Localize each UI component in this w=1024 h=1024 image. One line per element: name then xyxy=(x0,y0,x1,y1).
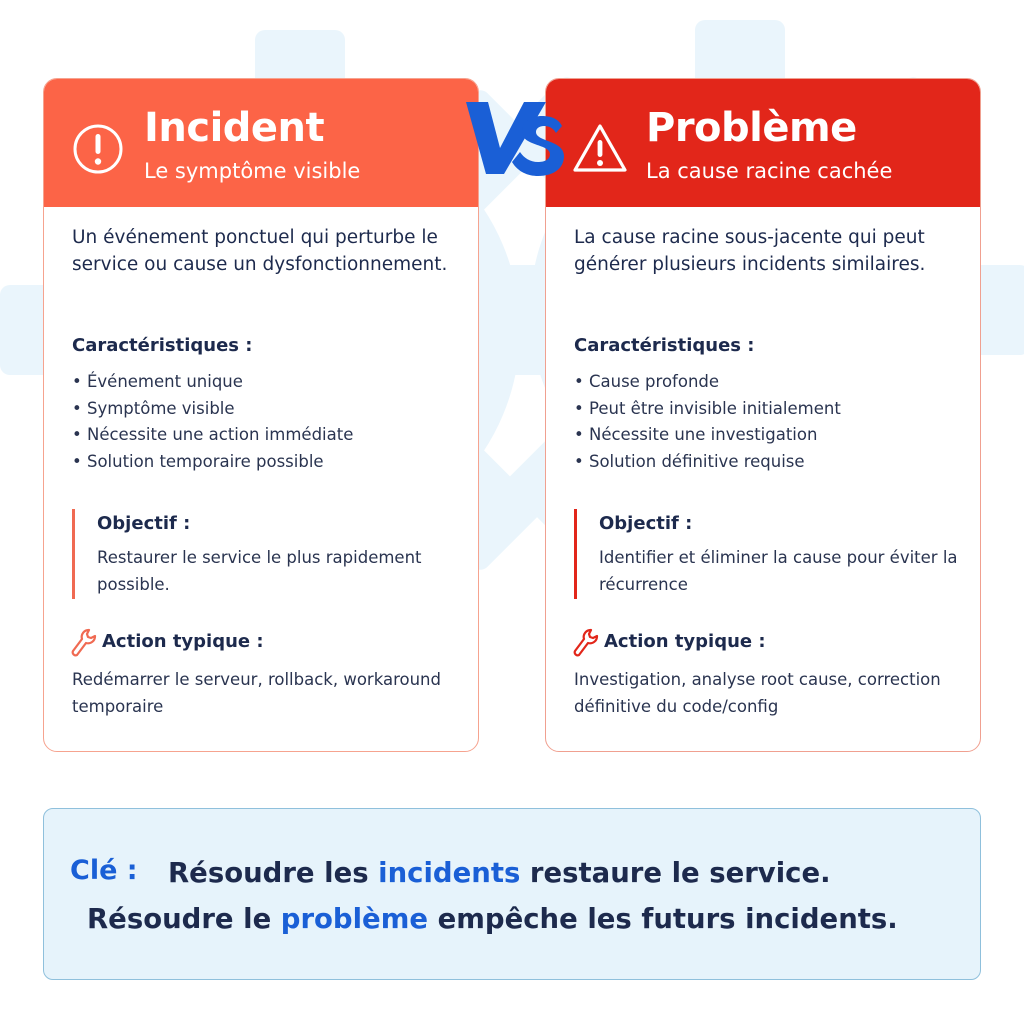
list-item: • Cause profonde xyxy=(574,372,720,391)
highlight-probleme: problème xyxy=(280,903,429,935)
incident-characteristics-list xyxy=(72,369,353,476)
incident-action-text: Redémarrer le serveur, rollback, workaround temporaire xyxy=(72,670,441,716)
key-line-2: Résoudre le problème empêche les futurs incidents. xyxy=(87,903,898,935)
probleme-objective-title: Objectif : xyxy=(599,513,693,534)
probleme-action-text: Investigation, analyse root cause, correction définitive du code/config xyxy=(574,670,941,716)
exclamation-circle-icon xyxy=(70,121,126,177)
list-item: • Peut être invisible initialement xyxy=(574,398,841,418)
incident-objective-text: Restaurer le service le plus rapidement possible. xyxy=(97,548,422,594)
list-item: • Solution définitive requise xyxy=(574,452,805,472)
list-item: • Symptôme visible xyxy=(72,398,235,418)
incident-characteristics-title: Caractéristiques : xyxy=(72,335,253,356)
list-item: • Solution temporaire possible xyxy=(72,452,324,472)
probleme-objective xyxy=(574,509,958,599)
list-item: • Nécessite une action immédiate xyxy=(72,425,354,445)
incident-action-title: Action typique : xyxy=(102,631,264,652)
vs-icon xyxy=(462,96,566,180)
incident-objective xyxy=(72,509,452,599)
probleme-characteristics-title: Caractéristiques : xyxy=(574,335,755,356)
probleme-card xyxy=(545,78,981,752)
probleme-action-title: Action typique : xyxy=(604,631,766,652)
incident-subtitle: Le symptôme visible xyxy=(144,159,361,183)
incident-header xyxy=(44,79,478,207)
key-takeaway-box xyxy=(43,808,981,980)
probleme-header xyxy=(546,79,980,207)
wrench-icon xyxy=(70,627,98,659)
probleme-title: Problème xyxy=(646,105,857,151)
key-line-1: Résoudre les incidents restaure le service. xyxy=(168,857,831,889)
wrench-icon xyxy=(572,627,600,659)
highlight-incidents: incidents xyxy=(378,857,521,889)
probleme-characteristics-list xyxy=(574,369,841,476)
probleme-description: La cause racine sous-jacente qui peut générer plusieurs incidents similaires. xyxy=(574,227,926,275)
key-label: Clé : xyxy=(70,855,138,886)
probleme-objective-text: Identifier et éliminer la cause pour éviter la récurrence xyxy=(599,548,958,594)
incident-title: Incident xyxy=(144,105,325,151)
list-item: • Événement unique xyxy=(72,372,243,391)
incident-description: Un événement ponctuel qui perturbe le service ou cause un dysfonctionnement. xyxy=(72,227,448,275)
warning-triangle-icon xyxy=(572,121,628,177)
list-item: • Nécessite une investigation xyxy=(574,425,818,445)
incident-objective-title: Objectif : xyxy=(97,513,191,534)
incident-card xyxy=(43,78,479,752)
probleme-subtitle: La cause racine cachée xyxy=(646,159,893,183)
